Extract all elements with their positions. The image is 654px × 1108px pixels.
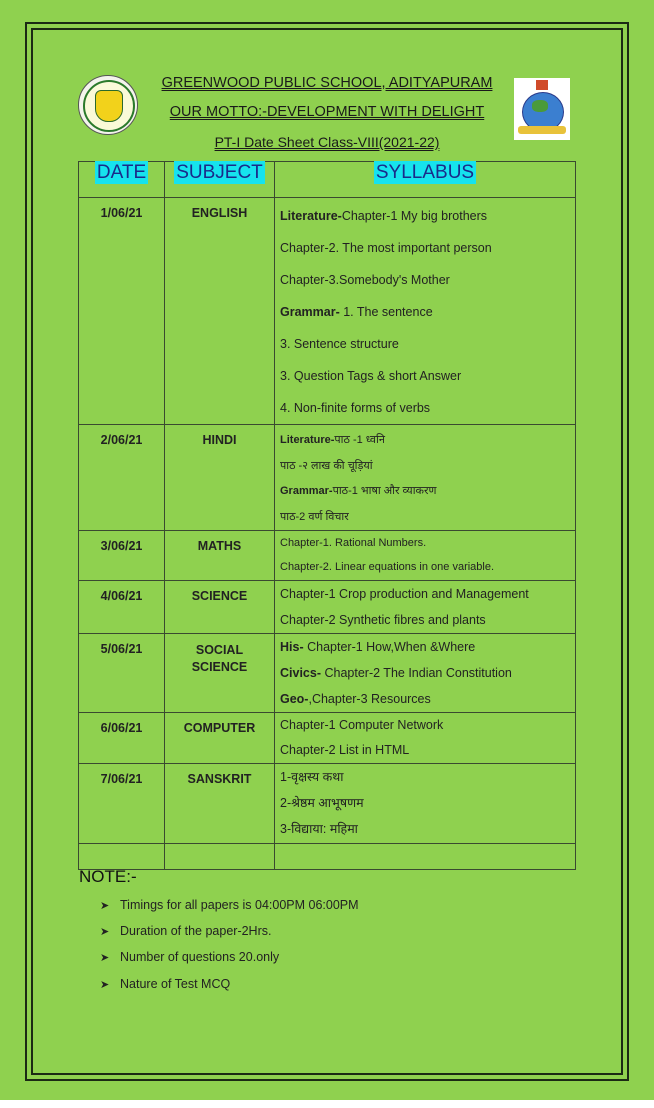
table-row-empty	[79, 844, 576, 870]
row-subject: SANSKRIT	[187, 772, 252, 786]
syllabus-line: His- Chapter-1 How,When &Where	[280, 640, 476, 654]
row-date: 4/06/21	[100, 589, 143, 603]
syllabus-line: Chapter-2. The most important person	[280, 241, 492, 255]
row-subject: HINDI	[202, 433, 237, 447]
header-date: DATE	[79, 162, 165, 198]
note-item: ➤ Duration of the paper-2Hrs.	[100, 924, 272, 938]
syllabus-line: Chapter-1 Crop production and Management	[280, 587, 529, 601]
syllabus-line: Geo-,Chapter-3 Resources	[280, 692, 431, 706]
syllabus-line: Chapter-2. Linear equations in one variable.	[280, 561, 495, 573]
syllabus-line: Chapter-1. Rational Numbers.	[280, 537, 427, 549]
table-row	[79, 531, 576, 581]
note-item: ➤ Nature of Test MCQ	[100, 977, 231, 991]
row-subject: COMPUTER	[183, 721, 256, 735]
note-heading: NOTE:-	[79, 867, 137, 886]
table-header-row	[79, 162, 576, 198]
row-subject: SCIENCE	[191, 589, 248, 603]
arrow-bullet-icon: ➤	[100, 952, 110, 964]
syllabus-line: पाठ -२ लाख की चूड़ियां	[280, 459, 373, 472]
row-date: 2/06/21	[100, 433, 143, 447]
school-name: GREENWOOD PUBLIC SCHOOL, ADITYAPURAM	[161, 75, 493, 91]
school-motto: OUR MOTTO:-DEVELOPMENT WITH DELIGHT	[169, 104, 485, 120]
table-row	[79, 198, 576, 425]
row-subject: SCIENCE	[191, 660, 248, 674]
syllabus-line: Civics- Chapter-2 The Indian Constitution	[280, 666, 512, 680]
table-row	[79, 713, 576, 764]
syllabus-line: 1-वृक्षस्य कथा	[280, 770, 344, 784]
syllabus-line: Grammar- 1. The sentence	[280, 305, 433, 319]
header-syllabus: SYLLABUS	[275, 162, 576, 198]
row-date: 5/06/21	[100, 642, 143, 656]
syllabus-line: Chapter-1 Computer Network	[280, 718, 444, 732]
row-date: 7/06/21	[100, 772, 143, 786]
table-row	[79, 764, 576, 844]
syllabus-line: पाठ-2 वर्ण विचार	[280, 510, 349, 523]
syllabus-line: 3-विद्याया: महिमा	[280, 822, 358, 836]
row-date: 6/06/21	[100, 721, 143, 735]
syllabus-line: Chapter-2 List in HTML	[280, 743, 410, 757]
syllabus-line: Grammar-पाठ-1 भाषा और व्याकरण	[280, 485, 437, 497]
table-row	[79, 581, 576, 634]
arrow-bullet-icon: ➤	[100, 979, 110, 991]
syllabus-line: Literature-पाठ -1 ध्वनि	[280, 434, 385, 446]
arrow-bullet-icon: ➤	[100, 926, 110, 938]
date-sheet-table	[78, 161, 576, 870]
note-item: ➤ Timings for all papers is 04:00PM 06:00PM	[100, 898, 359, 912]
syllabus-line: 2-श्रेष्ठम आभूषणम	[280, 796, 364, 810]
syllabus-line: 4. Non-finite forms of verbs	[280, 401, 431, 415]
row-date: 3/06/21	[100, 539, 143, 553]
row-date: 1/06/21	[100, 206, 143, 220]
arrow-bullet-icon: ➤	[100, 900, 110, 912]
table-row	[79, 634, 576, 713]
sheet-title: PT-I Date Sheet Class-VIII(2021-22)	[214, 134, 440, 150]
syllabus-line: 3. Sentence structure	[280, 337, 399, 351]
row-subject: SOCIAL	[195, 643, 244, 657]
header-subject: SUBJECT	[165, 162, 275, 198]
syllabus-line: Chapter-2 Synthetic fibres and plants	[280, 613, 486, 627]
table-row	[79, 425, 576, 531]
row-subject: MATHS	[197, 539, 242, 553]
note-item: ➤ Number of questions 20.only	[100, 950, 280, 964]
syllabus-line: Literature-Chapter-1 My big brothers	[280, 209, 488, 223]
syllabus-line: Chapter-3.Somebody's Mother	[280, 273, 450, 287]
syllabus-line: 3. Question Tags & short Answer	[280, 369, 462, 383]
row-subject: ENGLISH	[191, 206, 248, 220]
